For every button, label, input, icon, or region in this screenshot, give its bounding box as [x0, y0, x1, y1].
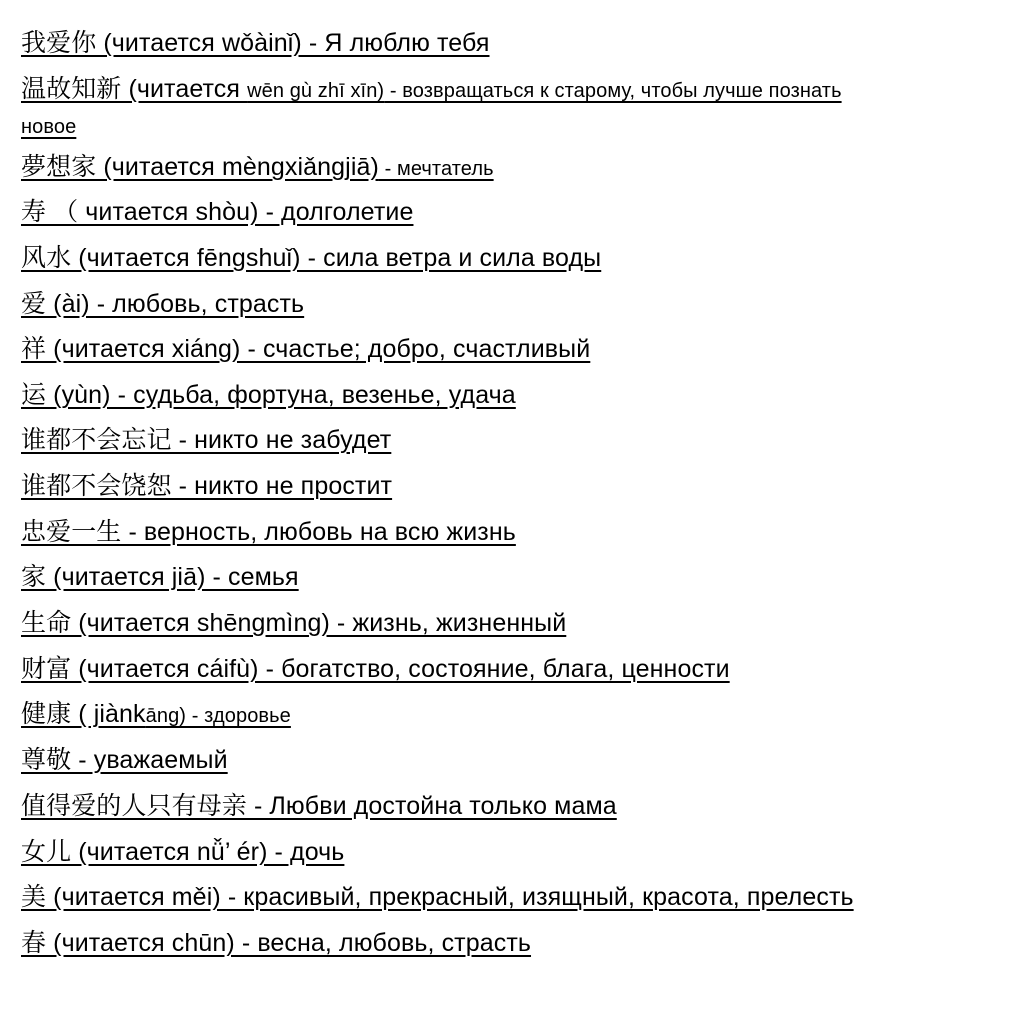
- text-line-10: 谁都不会忘记 - никто не забудет: [21, 426, 392, 454]
- text-line-18: 值得爱的人只有母亲 - Любви достойна только мама: [21, 792, 617, 820]
- text-line-5: 寿 （ читается shòu) - долголетие: [21, 198, 414, 226]
- text-line-11: 谁都不会饶恕 - никто не простит: [21, 472, 393, 500]
- text-line-4-main: 夢想家 (читается mèngxiǎngjiā): [21, 153, 379, 181]
- text-line-16-main: 健康 ( jiànk: [21, 700, 146, 728]
- text-line-4-rest: - мечтатель: [378, 158, 494, 180]
- text-line-6: 风水 (читается fēngshuǐ) - сила ветра и сила воды: [21, 244, 602, 272]
- text-line-9: 运 (yùn) - судьба, фортуна, везенье, удача: [21, 381, 516, 409]
- text-line-19: 女儿 (читается nǚ’ ér) - дочь: [21, 838, 345, 866]
- text-line-2-pinyin: wēn gù zhī xīn): [247, 80, 385, 102]
- text-line-7: 爱 (ài) - любовь, страсть: [21, 290, 305, 318]
- text-line-3: новое: [21, 116, 77, 138]
- text-line-15: 财富 (читается cáifù) - богатство, состояние, блага, ценности: [21, 655, 730, 683]
- text-line-20: 美 (читается měi) - красивый, прекрасный, изящный, красота, прелесть: [21, 883, 854, 911]
- text-line-4: [21, 152, 494, 184]
- text-line-12: 忠爱一生 - верность, любовь на всю жизнь: [21, 518, 516, 546]
- text-line-14: 生命 (читается shēngmìng) - жизнь, жизненный: [21, 609, 567, 637]
- text-line-13: 家 (читается jiā) - семья: [21, 563, 299, 591]
- text-line-2-rest: - возвращаться к старому, чтобы лучше познать: [384, 80, 842, 102]
- text-line-17: 尊敬 - уважаемый: [21, 746, 228, 774]
- text-line-2-main: 温故知新 (читается: [21, 75, 248, 103]
- text-line-8: 祥 (читается xiáng) - счастье; добро, счастливый: [21, 335, 591, 363]
- text-line-16-rest: āng) - здоровье: [145, 705, 291, 727]
- text-line-21: 春 (читается chūn) - весна, любовь, страсть: [21, 929, 532, 957]
- text-line-16: [21, 699, 291, 731]
- text-line-1: 我爱你 (читается wǒàinǐ) - Я люблю тебя: [21, 29, 490, 57]
- text-line-2: [21, 74, 842, 106]
